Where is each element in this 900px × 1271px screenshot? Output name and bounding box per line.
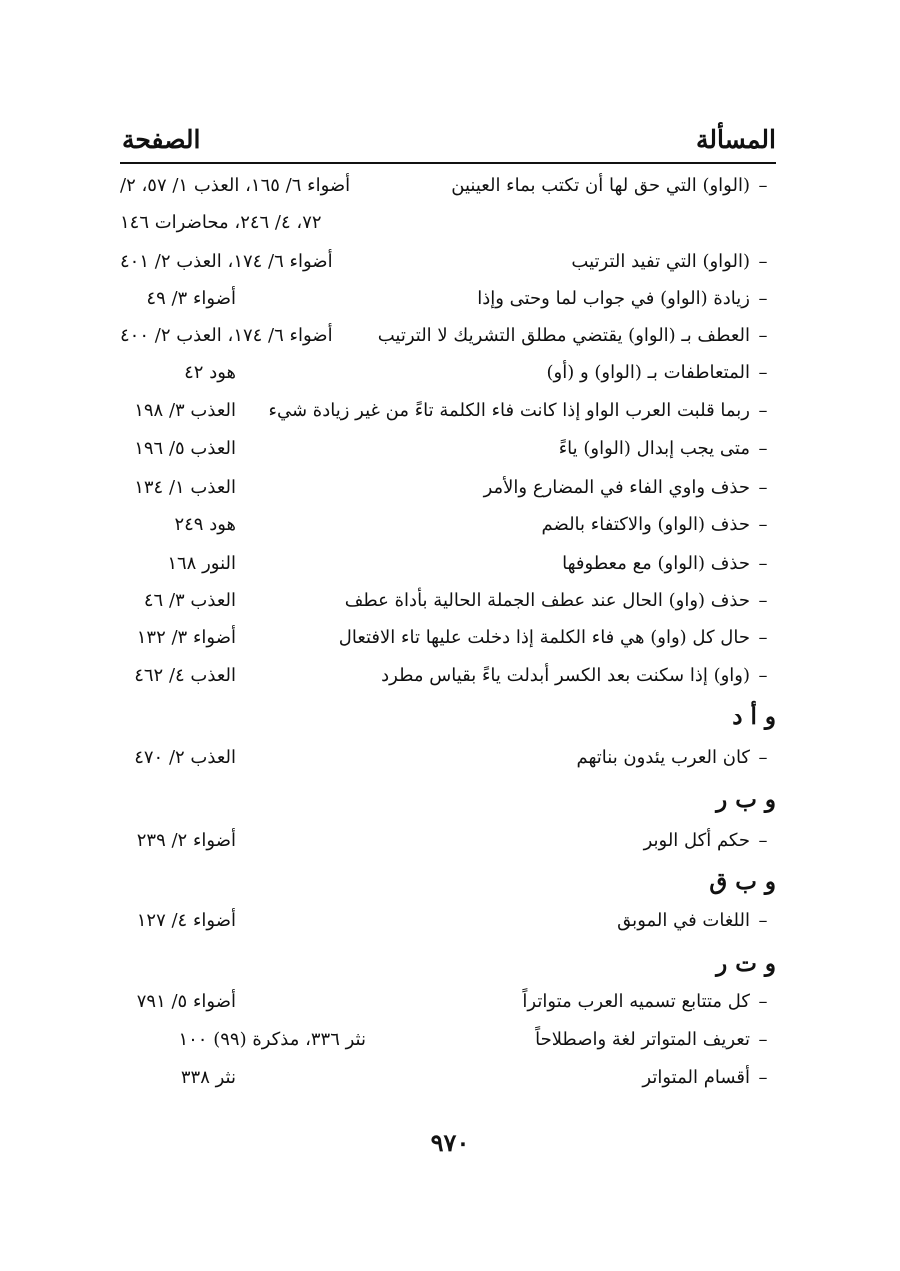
entry-reference: العذب ٥/ ١٩٦	[134, 438, 236, 459]
entry-topic: اللغات في الموبق	[617, 910, 750, 931]
entry-reference: العذب ٣/ ١٩٨	[134, 400, 236, 421]
entry-reference: أضواء ٤/ ١٢٧	[136, 910, 236, 931]
entry-reference: نثر ٣٣٨	[180, 1067, 236, 1088]
entry-reference: النور ١٦٨	[167, 553, 236, 574]
entry-reference: أضواء ٥/ ٧٩١	[136, 991, 236, 1012]
index-entry	[120, 984, 776, 1020]
entry-dash: –	[758, 590, 768, 611]
entry-dash: –	[758, 910, 768, 931]
entry-topic: كان العرب يئدون بناتهم	[576, 747, 750, 768]
index-entry	[120, 620, 776, 656]
entry-topic: حذف واوي الفاء في المضارع والأمر	[483, 477, 750, 498]
entry-reference: أضواء ٦/ ١٦٥، العذب ١/ ٥٧، ٢/	[120, 175, 351, 196]
entry-topic: حذف (الواو) مع معطوفها	[562, 553, 750, 574]
index-entry	[120, 546, 776, 582]
entry-reference: العذب ٤/ ٤٦٢	[134, 665, 236, 686]
entry-dash: –	[758, 553, 768, 574]
entry-reference: أضواء ٣/ ٤٩	[146, 288, 236, 309]
entry-dash: –	[758, 1029, 768, 1050]
page-number: ٩٧٠	[430, 1128, 470, 1157]
entry-dash: –	[758, 627, 768, 648]
entry-dash: –	[758, 747, 768, 768]
index-entry	[120, 281, 776, 317]
entry-topic: كل متتابع تسميه العرب متواتراً	[522, 991, 750, 1012]
entry-dash: –	[758, 991, 768, 1012]
index-entry	[120, 507, 776, 543]
entry-topic: حال كل (واو) هي فاء الكلمة إذا دخلت عليها تاء الافتعال	[338, 627, 750, 648]
entry-dash: –	[758, 288, 768, 309]
header-rule	[120, 162, 776, 164]
entry-topic: (الواو) التي حق لها أن تكتب بماء العينين	[451, 175, 750, 196]
index-entry	[120, 658, 776, 694]
entry-reference: ٧٢، ٤/ ٢٤٦، محاضرات ١٤٦	[120, 212, 322, 233]
index-entry-continuation	[120, 205, 776, 241]
index-entry	[120, 431, 776, 467]
index-entry	[120, 823, 776, 859]
root-heading: و ب ق	[709, 868, 776, 895]
entry-dash: –	[758, 325, 768, 346]
entry-dash: –	[758, 665, 768, 686]
entry-reference: أضواء ٢/ ٢٣٩	[136, 830, 236, 851]
entry-topic: ربما قلبت العرب الواو إذا كانت فاء الكلمة تاءً من غير زيادة شيء	[268, 400, 750, 421]
root-heading: و أ د	[732, 703, 776, 730]
entry-dash: –	[758, 514, 768, 535]
index-entry	[120, 470, 776, 506]
entry-topic: (واو) إذا سكنت بعد الكسر أبدلت ياءً بقياس مطرد	[381, 665, 750, 686]
entry-dash: –	[758, 830, 768, 851]
entry-topic: حذف (واو) الحال عند عطف الجملة الحالية بأداة عطف	[344, 590, 750, 611]
entry-dash: –	[758, 477, 768, 498]
entry-reference: العذب ٢/ ٤٧٠	[134, 747, 236, 768]
entry-topic: زيادة (الواو) في جواب لما وحتى وإذا	[477, 288, 750, 309]
index-entry	[120, 168, 776, 204]
entry-reference: نثر ٣٣٦، مذكرة (٩٩) ١٠٠	[178, 1029, 366, 1050]
index-entry	[120, 244, 776, 280]
entry-reference: العذب ١/ ١٣٤	[134, 477, 236, 498]
entry-topic: تعريف المتواتر لغة واصطلاحاً	[535, 1029, 750, 1050]
entry-dash: –	[758, 175, 768, 196]
index-entry	[120, 1022, 776, 1058]
entry-dash: –	[758, 1067, 768, 1088]
entry-reference: أضواء ٦/ ١٧٤، العذب ٢/ ٤٠١	[120, 251, 333, 272]
root-heading: و ب ر	[716, 786, 776, 813]
entry-reference: أضواء ٦/ ١٧٤، العذب ٢/ ٤٠٠	[120, 325, 333, 346]
entry-reference: أضواء ٣/ ١٣٢	[136, 627, 236, 648]
entry-topic: حذف (الواو) والاكتفاء بالضم	[541, 514, 750, 535]
column-header-topic: المسألة	[696, 125, 776, 154]
entry-topic: متى يجب إبدال (الواو) ياءً	[558, 438, 750, 459]
column-header-page: الصفحة	[122, 125, 201, 154]
index-entry	[120, 740, 776, 776]
entry-topic: المتعاطفات بـ (الواو) و (أو)	[546, 362, 750, 383]
index-entry	[120, 393, 776, 429]
entry-dash: –	[758, 400, 768, 421]
entry-topic: حكم أكل الوبر	[643, 830, 750, 851]
index-entry	[120, 1060, 776, 1096]
entry-topic: أقسام المتواتر	[642, 1067, 750, 1088]
index-entry	[120, 355, 776, 391]
entry-topic: العطف بـ (الواو) يقتضي مطلق التشريك لا الترتيب	[377, 325, 750, 346]
entry-dash: –	[758, 438, 768, 459]
root-heading: و ت ر	[716, 950, 776, 977]
entry-topic: (الواو) التي تفيد الترتيب	[571, 251, 750, 272]
entry-dash: –	[758, 251, 768, 272]
entry-reference: هود ٤٢	[184, 362, 236, 383]
index-entry	[120, 318, 776, 354]
entry-reference: هود ٢٤٩	[174, 514, 236, 535]
index-entry	[120, 903, 776, 939]
entry-dash: –	[758, 362, 768, 383]
index-entry	[120, 583, 776, 619]
entry-reference: العذب ٣/ ٤٦	[143, 590, 236, 611]
